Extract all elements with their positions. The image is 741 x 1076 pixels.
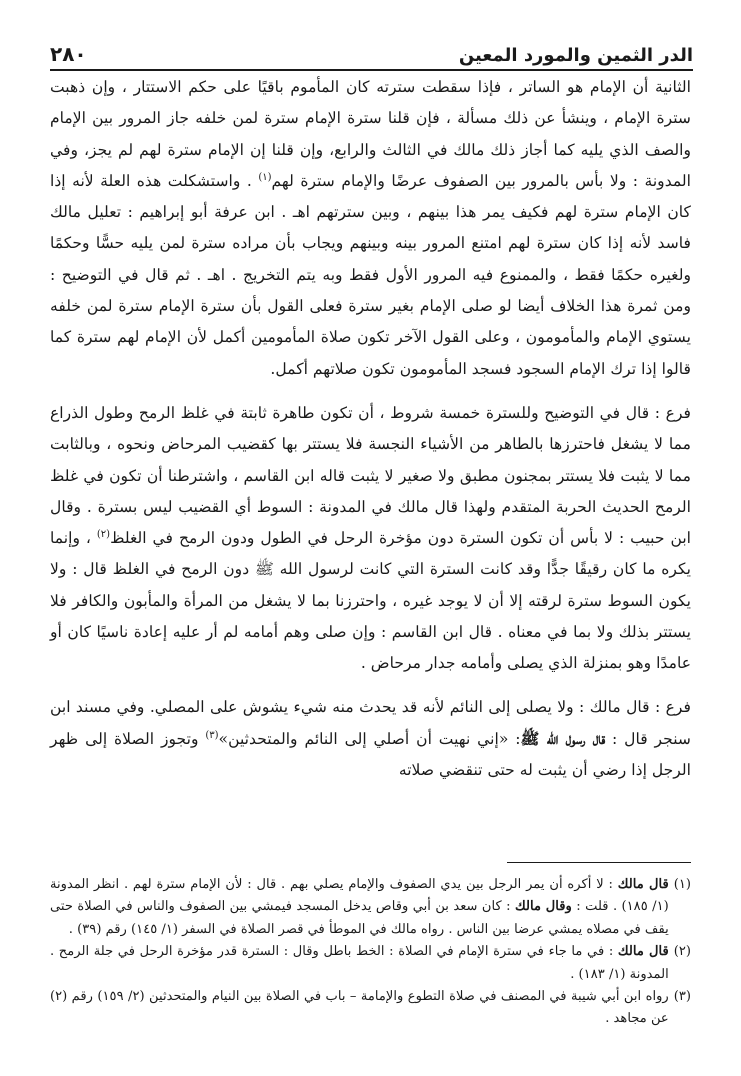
paragraph-3-text-c: وتجوز الصلاة إلى ظهر الرجل إذا رضي أن يثبت له حتى تنقضي صلاته	[50, 729, 691, 780]
running-header	[50, 36, 693, 71]
page-number: ٢٨٠	[50, 42, 87, 66]
paragraph-3	[50, 692, 691, 787]
paragraph-3-text-a: فرع : قال مالك : ولا يصلى إلى النائم لأنه قد يحدث منه شيء يشوش على المصلي. وفي مسند ابن سنجر قال :	[50, 697, 691, 748]
footnote-3-text: رواه ابن أبي شيبة في المصنف في صلاة التطوع والإمامة – باب في الصلاة بين النيام والمتحدثين (٢/ ١٥٩) رقم (٢) عن مجاهد .	[50, 989, 669, 1027]
paragraph-1-text-a: الثانية أن الإمام هو الساتر ، فإذا سقطت سترته كان المأموم باقيًا على حكم الاستتار ، وإن ذهبت سترة الإمام ، وينشأ عن ذلك مسألة ، فإن قلنا سترة الإمام سترة لمن خلفه جاز المرور بين الإمام والصف الذي يليه كما أجاز ذلك مالك في الثالث والرابع، وإن قلنا إن الإمام سترة لهم لم يجز، وفي المدونة : ولا بأس بالمرور بين الصفوف عرضًا والإمام سترة لهم	[50, 78, 691, 190]
footnotes	[50, 874, 691, 1031]
footnote-2-text-a: : في ما جاء في سترة الإمام في الصلاة : الخط باطل وقال : السترة قدر مؤخرة الرحل في جلة الرمح . المدونة (١/ ١٨٣) .	[50, 944, 669, 982]
footnote-1-text-b: : كان سعد بن أبي وقاص يدخل المسجد فيمشي بين الصفوف والناس في الصلاة حتى يقف في مصلاه يمشي عرضا بين الناس . رواه مالك في الموطأ في قصر الصلاة في السفر (١/ ١٤٥) رقم (٣٩) .	[50, 899, 669, 937]
footnote-ref-1[interactable]: (١)	[258, 171, 272, 183]
footnote-1-text	[50, 874, 669, 941]
footnote-1-number: (١)	[673, 877, 691, 892]
footnote-2-text	[50, 941, 669, 986]
footnote-2	[50, 941, 691, 986]
paragraph-2-text-a: فرع : قال في التوضيح وللسترة خمسة شروط ، أن تكون طاهرة ثابتة في غلظ الرمح وطول الذراع مما لا يشغل فاحترزها بالطاهر من الأشياء النجسة فلا يستتر بها كقضيب المرحاض ونحوه ، وبالثابت مما لا يثبت فلا يستتر بمجنون مطبق ولا صغير لا يثبت قاله ابن القاسم ، واشترطنا أن تكون في غلظ الرمح الحديث الحربة المتقدم ولهذا قال مالك في المدونة : السوط أي القضيب ليس بسترة . وقال ابن حبيب : لا بأس أن تكون السترة دون مؤخرة الرحل في الطول ودون الرمح في الغلظ	[50, 403, 691, 548]
footnote-2-number: (٢)	[673, 944, 691, 960]
paragraph-2-text-b: ، وإنما يكره ما كان رقيقًا جدًّا وقد كانت السترة التي كانت لرسول الله ﷺ دون الرمح في الغلظ قال : ولا يكون السوط سترة لرقته إلا أن لا يوجد غيره ، واحترزنا بما لا يشغل من المرأة والمأبون والكافر فلا يستتر بذلك ولا بما في معناه . قال ابن القاسم : وإن صلى وهم أمامه لم أر عليه إعادة ناسيًا كان أو عامدًا وهو بمنزلة الذي يصلى وأمامه جدار مرحاض .	[50, 529, 691, 673]
book-title: الدر الثمين والمورد المعين	[458, 45, 693, 66]
footnote-1-text-a: : لا أكره أن يمر الرجل بين يدي الصفوف والإمام يصلي بهم . قال : لأن الإمام سترة لهم . انظر المدونة (١/ ١٨٥) . قلت :	[50, 877, 669, 915]
paragraph-1-text-b: . واستشكلت هذه العلة لأنه إذا كان الإمام سترة لهم فكيف يمر هذا بينهم ، وبين سترتهم اهـ . ابن عرفة أبو إبراهيم : تعليل مالك فاسد لأنه إذا كان سترة لهم امتنع المرور بينه وبينهم ويجاب بأن مراده سترة لمن يليه حسًّا وحكمًا ولغيره حكمًا فقط ، والممنوع فيه المرور الأول فقط وبه يتم التخريج . اهـ . ثم قال في التوضيح : ومن ثمرة هذا الخلاف أيضا لو صلى الإمام بغير سترة فعلى القول بأن سترة الإمام سترة لمن خلفه يستوي الإمام والمأمومون ، وعلى القول الآخر تكون صلاة المأمومين أكمل لأن الإمام لهم سترة كما قالوا إذا ترك الإمام السجود فسجد المأمومون تكون صلاتهم أكمل.	[50, 171, 691, 378]
footnote-3-number: (٣)	[673, 989, 691, 1005]
footnote-3	[50, 986, 691, 1031]
footnote-1-bold-a: قال مالك	[617, 877, 669, 892]
footnote-separator	[507, 862, 691, 863]
paragraph-3-bold: قال رسول الله ﷺ	[520, 728, 606, 748]
footnote-2-bold-a: قال مالك	[617, 944, 669, 960]
paragraph-2	[50, 398, 691, 680]
footnote-1	[50, 874, 691, 941]
paragraph-1	[50, 72, 691, 385]
footnote-ref-3[interactable]: (٣)	[205, 729, 219, 741]
footnote-1-bold-b: وقال مالك	[514, 899, 572, 915]
main-text	[50, 72, 691, 787]
footnote-ref-2[interactable]: (٢)	[96, 528, 111, 540]
paragraph-3-text-b: : «إني نهيت أن أصلي إلى النائم والمتحدثين»	[218, 729, 521, 748]
